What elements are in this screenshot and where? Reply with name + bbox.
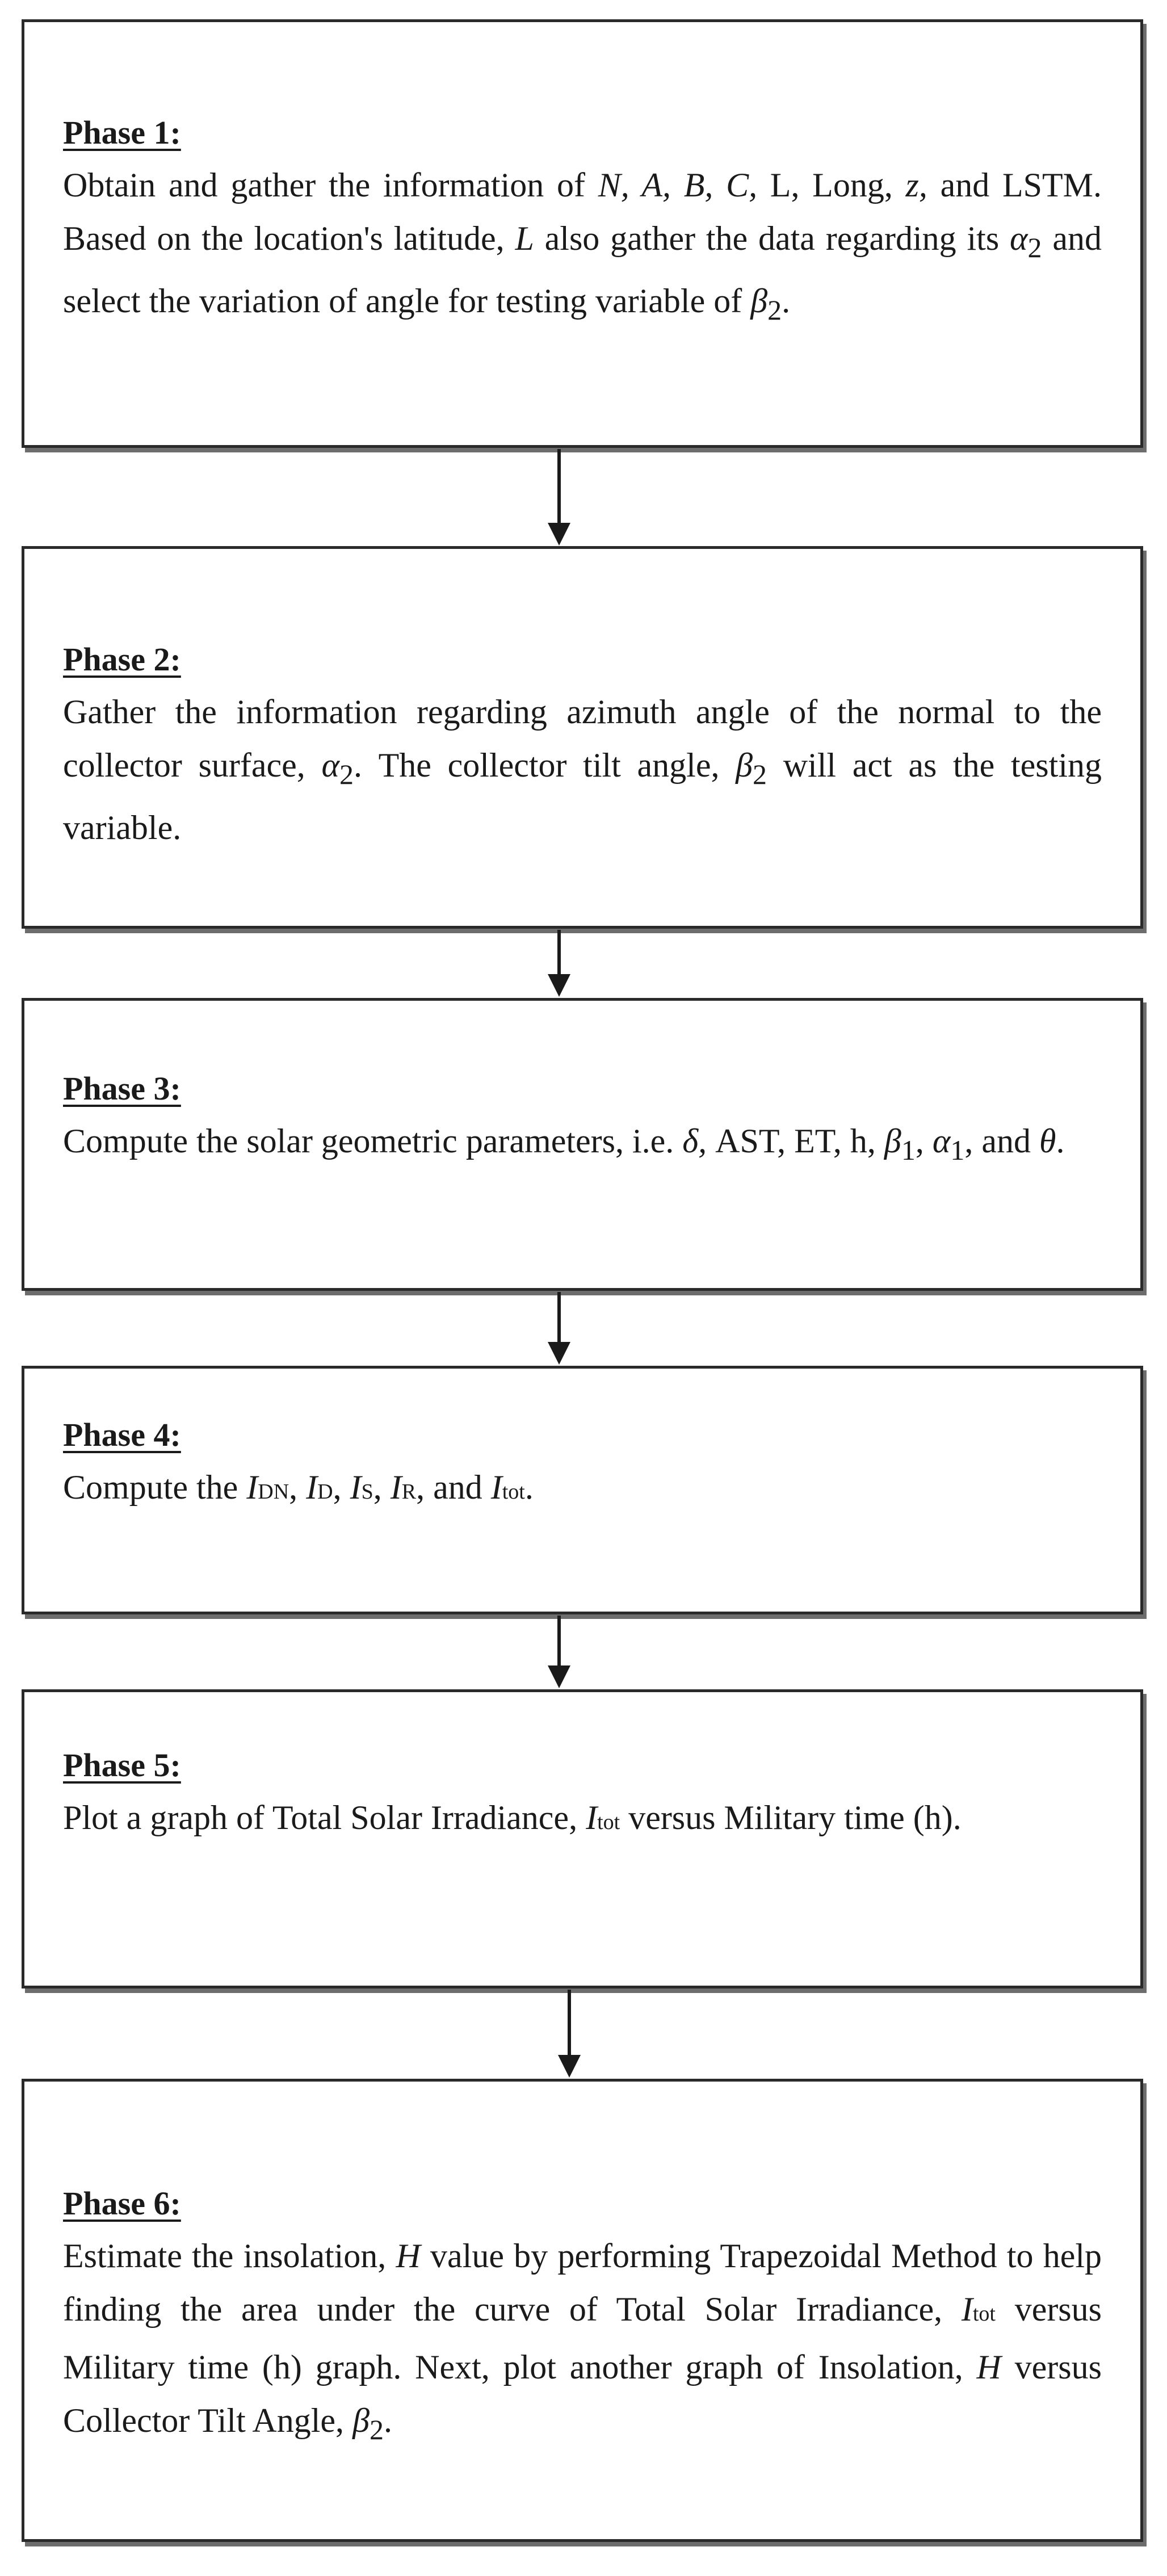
flow-arrow-3 xyxy=(548,1292,570,1365)
phase-5-box xyxy=(22,1689,1143,1988)
flow-arrow-4 xyxy=(548,1616,570,1688)
phase-6-text: Estimate the insolation, H value by performing Trapezoidal Method to help finding the area under the curve of Total Solar Irradiance, Itot versus Military time (h) graph. Next, plot another graph of Insolation, H versus Collector Tilt Angle, $\beta_2$. xyxy=(63,2237,1102,2445)
phase-2-title: Phase 2: xyxy=(63,641,181,678)
phase-4-box xyxy=(22,1366,1143,1614)
phase-6-title: Phase 6: xyxy=(63,2185,181,2222)
phase-5-text: Plot a graph of Total Solar Irradiance, Itot versus Military time (h). xyxy=(63,1799,962,1836)
phase-4-text: Compute the IDN, ID, IS, IR, and Itot. xyxy=(63,1469,534,1506)
phase-3-text: Compute the solar geometric parameters, i.e. δ, AST, ET, h, $\beta_1$, $\alpha_1$, and θ. xyxy=(63,1122,1065,1166)
phase-2-text: Gather the information regarding azimuth angle of the normal to the collector surface, $\alpha_2$. The collector tilt angle, $\beta_2$ will act as the testing variable. xyxy=(63,693,1102,846)
phase-5-title: Phase 5: xyxy=(63,1747,181,1784)
phase-1-title: Phase 1: xyxy=(63,114,181,151)
phase-3-title: Phase 3: xyxy=(63,1070,181,1107)
flow-arrow-5 xyxy=(558,1990,581,2078)
phase-3-box xyxy=(22,998,1143,1291)
phase-1-text: Obtain and gather the information of N, A, B, C, L, Long, z, and LSTM. Based on the location's latitude, L also gather the data regarding its $\alpha_2$ and select the variation of angle for testing variable of $\beta_2$. xyxy=(63,166,1102,326)
phase-6-box xyxy=(22,2079,1143,2542)
flow-arrow-1 xyxy=(548,449,570,546)
flow-arrow-2 xyxy=(548,930,570,997)
phase-2-box xyxy=(22,546,1143,929)
phase-4-title: Phase 4: xyxy=(63,1416,181,1453)
phase-1-box xyxy=(22,19,1143,448)
